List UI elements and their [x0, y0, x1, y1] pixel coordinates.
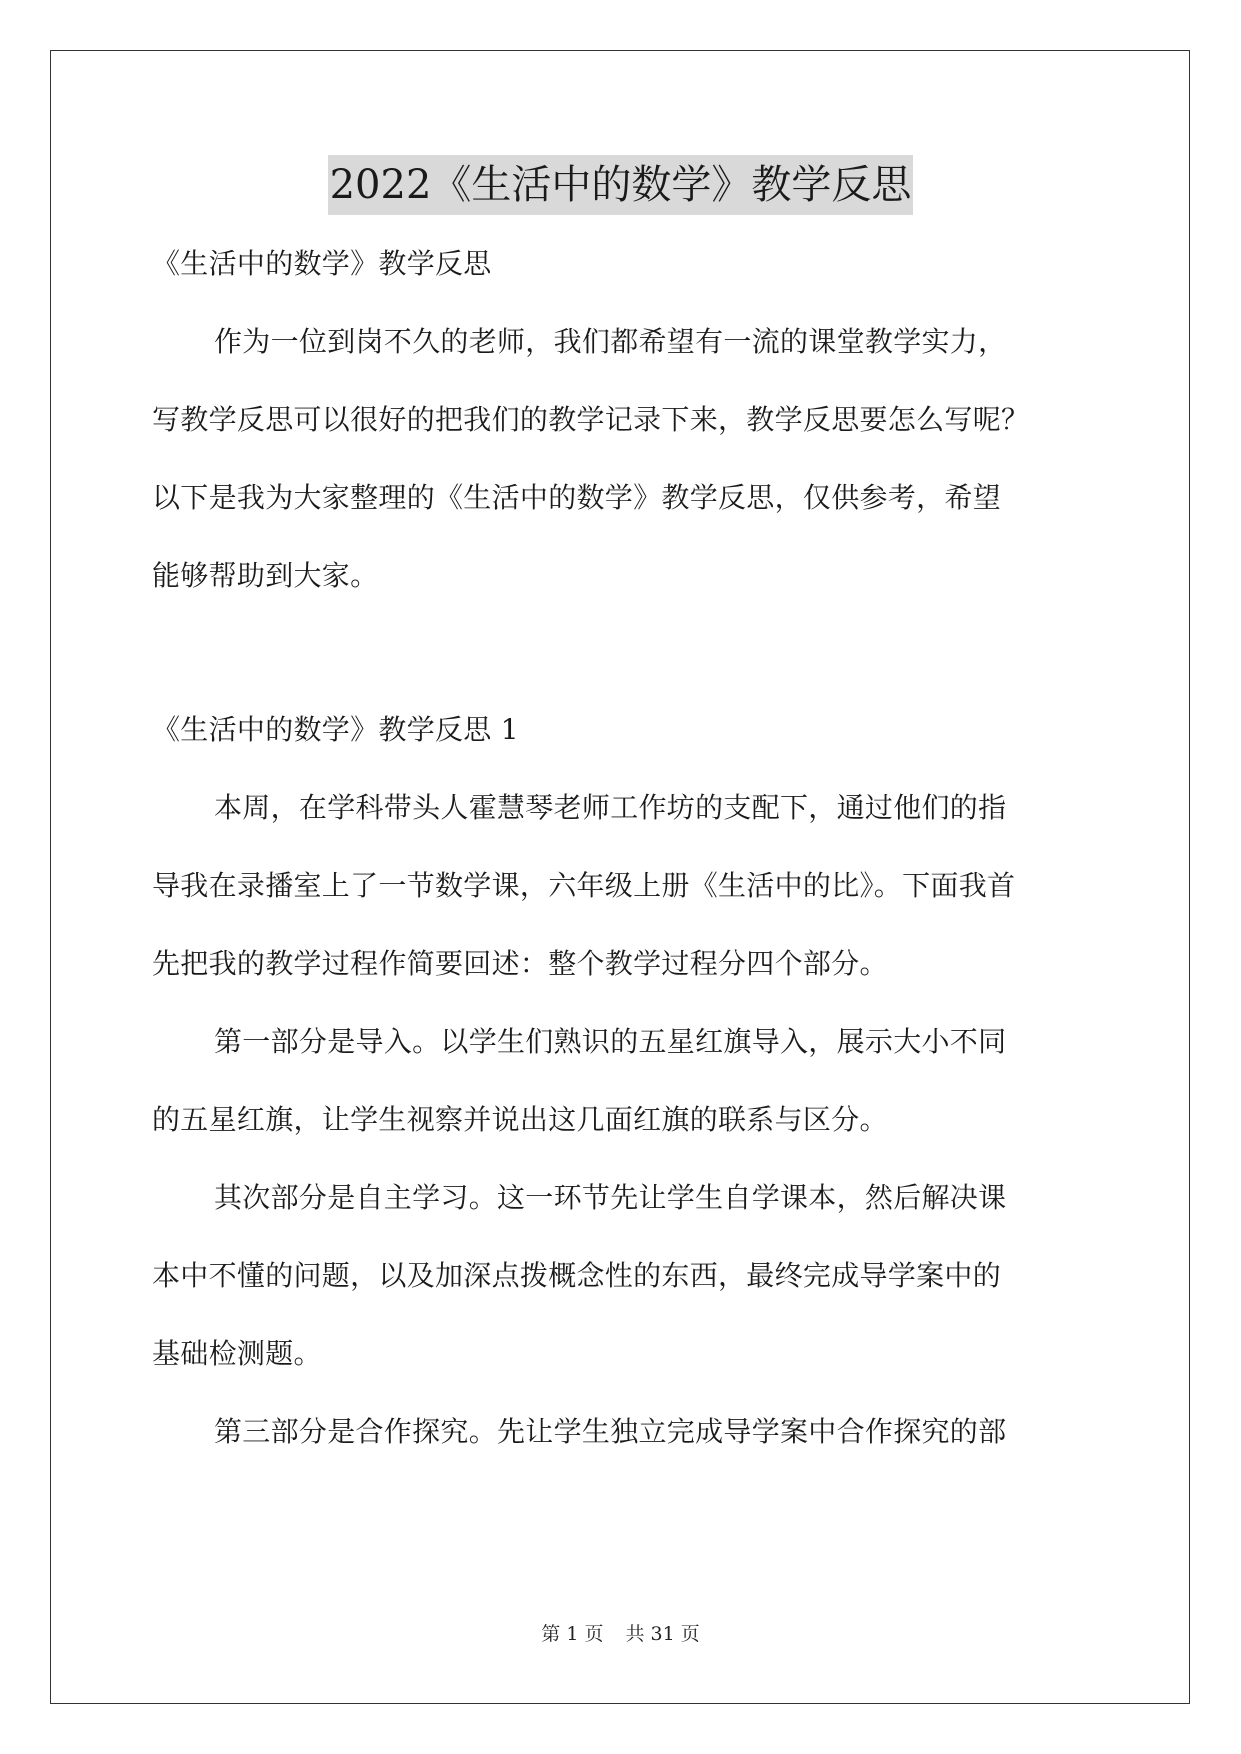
page-number: 第 1 页	[541, 1623, 604, 1645]
paragraph-line: 本中不懂的问题，以及加深点拨概念性的东西，最终完成导学案中的	[152, 1259, 1002, 1292]
paragraph-line: 本周，在学科带头人霍慧琴老师工作坊的支配下，通过他们的指	[214, 791, 1007, 824]
paragraph-line: 先把我的教学过程作简要回述：整个教学过程分四个部分。	[152, 947, 888, 980]
page-total: 共 31 页	[625, 1623, 700, 1645]
paragraph-line: 的五星红旗，让学生视察并说出这几面红旗的联系与区分。	[152, 1103, 888, 1136]
page-footer	[0, 1622, 1241, 1646]
document-title	[0, 155, 1241, 215]
document-title-text: 2022《生活中的数学》教学反思	[328, 155, 914, 215]
section-spacer	[152, 615, 1092, 691]
intro-paragraph-line: 能够帮助到大家。	[152, 559, 379, 592]
section-heading: 《生活中的数学》教学反思 1	[152, 713, 519, 746]
paragraph-line: 第三部分是合作探究。先让学生独立完成导学案中合作探究的部	[214, 1415, 1007, 1448]
document-body	[152, 225, 1092, 1471]
intro-paragraph-line: 写教学反思可以很好的把我们的教学记录下来，教学反思要怎么写呢？	[152, 403, 1030, 436]
paragraph-line: 第一部分是导入。以学生们熟识的五星红旗导入，展示大小不同	[214, 1025, 1007, 1058]
intro-paragraph-line: 作为一位到岗不久的老师，我们都希望有一流的课堂教学实力，	[214, 325, 1007, 358]
intro-paragraph-line: 以下是我为大家整理的《生活中的数学》教学反思，仅供参考，希望	[152, 481, 1002, 514]
intro-heading: 《生活中的数学》教学反思	[152, 247, 492, 280]
paragraph-line: 其次部分是自主学习。这一环节先让学生自学课本，然后解决课	[214, 1181, 1007, 1214]
paragraph-line: 基础检测题。	[152, 1337, 322, 1370]
paragraph-line: 导我在录播室上了一节数学课，六年级上册《生活中的比》。下面我首	[152, 869, 1016, 902]
